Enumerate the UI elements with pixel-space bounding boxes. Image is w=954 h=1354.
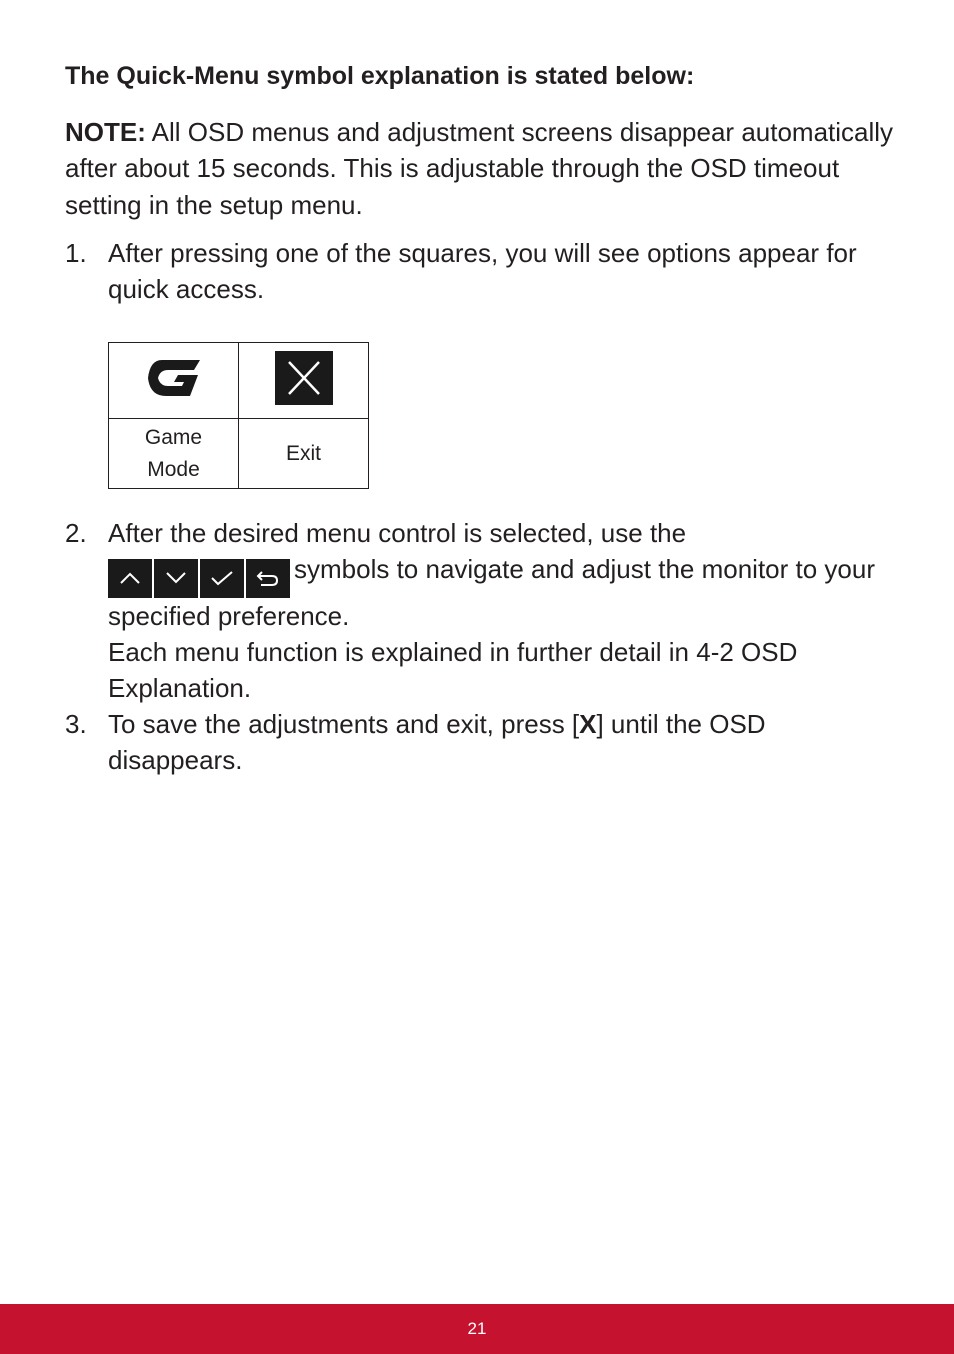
down-arrow-icon: [165, 571, 187, 585]
up-arrow-icon: [119, 571, 141, 585]
game-mode-label-line1: Game: [144, 425, 203, 449]
step-number: 1.: [65, 238, 87, 268]
game-mode-label: [109, 419, 239, 489]
game-mode-icon: [146, 358, 202, 398]
page-heading: The Quick-Menu symbol explanation is stated below:: [65, 62, 695, 90]
page-footer: [0, 1304, 954, 1354]
exit-label: Exit: [239, 419, 369, 489]
step-2-text-before: After the desired menu control is selected, use the: [108, 518, 687, 548]
step-number: 2.: [65, 518, 87, 548]
game-mode-label-line2: Mode: [147, 457, 200, 481]
step-number: 3.: [65, 709, 87, 739]
quick-menu-game-mode-cell[interactable]: [109, 343, 239, 419]
exit-key-label: X: [579, 709, 597, 739]
check-icon: [210, 570, 234, 586]
check-key: [200, 559, 244, 598]
step-text: After pressing one of the squares, you will see options appear for quick access.: [108, 238, 857, 305]
up-arrow-key: [108, 559, 152, 598]
nav-symbols: [108, 559, 290, 598]
step-3: [65, 706, 895, 779]
step-2-text-after: symbols to navigate and adjust the monitor to your specified preference.: [108, 554, 875, 631]
return-key: [246, 559, 290, 598]
return-icon: [256, 569, 280, 587]
step-2-text-extra: Each menu function is explained in further detail in 4-2 OSD Explanation.: [108, 637, 798, 704]
down-arrow-key: [154, 559, 198, 598]
page-number: 21: [467, 1319, 487, 1338]
note-label: NOTE:: [65, 117, 146, 147]
step-3-text-before: To save the adjustments and exit, press [: [108, 709, 580, 739]
step-2: [65, 515, 895, 707]
exit-icon: [275, 351, 333, 405]
step-text: [108, 515, 895, 707]
note-text: All OSD menus and adjustment screens disappear automatically after about 15 seconds. This is adjustable through the OSD timeout setting in the setup menu.: [65, 117, 894, 220]
note-paragraph: [65, 114, 895, 223]
quick-menu-table: [108, 342, 369, 489]
step-text: [108, 706, 895, 779]
step-3-text-after: ] until the OSD disappears.: [108, 709, 766, 776]
step-1: [65, 235, 895, 308]
quick-menu-exit-cell[interactable]: [239, 343, 369, 419]
